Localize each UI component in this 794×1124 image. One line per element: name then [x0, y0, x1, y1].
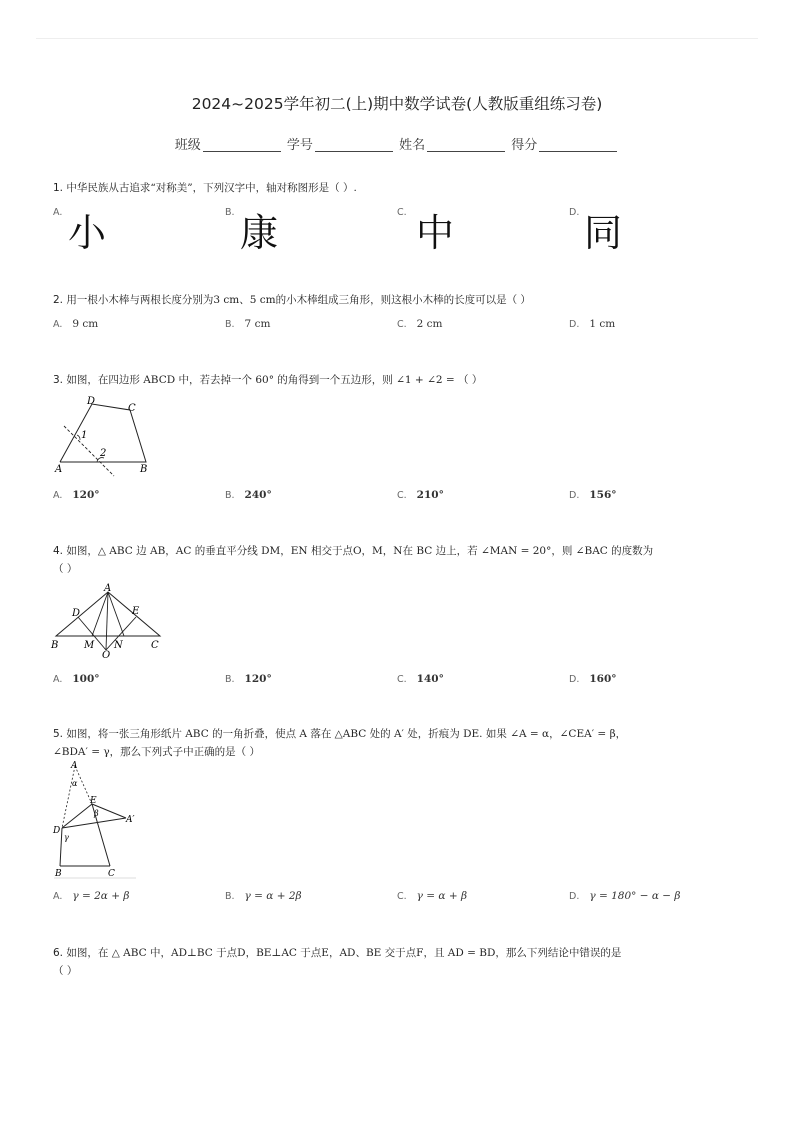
question-number: 6.	[53, 947, 64, 959]
question-text: 如图，在四边形 ABCD 中，若去掉一个 60° 的角得到一个五边形，则 ∠1 + ∠2 = （ ）	[66, 374, 483, 386]
option-value: γ = 2α + β	[72, 890, 130, 902]
label-beta: β	[94, 809, 99, 818]
page-title: 2024~2025学年初二(上)期中数学试卷(人教版重组练习卷)	[191, 95, 603, 113]
label-angle-2: 2	[100, 448, 107, 459]
question-number: 3.	[53, 374, 64, 386]
class-blank[interactable]	[203, 150, 281, 152]
option-value: 2 cm	[416, 318, 443, 330]
class-label: 班级	[174, 138, 201, 153]
question-text: 如图，将一张三角形纸片 ABC 的一角折叠，使点 A 落在 △ABC 处的 A′ 处，折痕为 DE. 如果 ∠A = α，∠CEA′ = β，	[66, 728, 627, 740]
student-info-row	[0, 134, 794, 153]
label-o: O	[102, 650, 111, 658]
q1-option-c-char: 中	[416, 211, 455, 255]
q1-option-d[interactable]: D.	[569, 207, 580, 218]
label-m: M	[84, 640, 95, 651]
label-c: C	[151, 640, 159, 651]
q3-option-b[interactable]: B. 240°	[225, 489, 272, 501]
question-1	[53, 180, 357, 195]
label-d: D	[87, 396, 96, 407]
q1-option-a-char: 小	[68, 211, 107, 255]
q1-option-c[interactable]: C.	[397, 207, 407, 218]
question-6-blank: （ ）	[53, 965, 78, 977]
question-3	[53, 372, 482, 387]
label-a-prime: A′	[126, 815, 135, 825]
q4-option-b[interactable]: B. 120°	[225, 673, 272, 685]
q1-option-d-char: 同	[584, 211, 623, 255]
label-e: E	[132, 606, 140, 617]
angle-1-arc	[77, 435, 80, 440]
question-2	[53, 292, 531, 307]
score-label: 得分	[511, 138, 538, 153]
q5-folded-triangle-figure	[50, 760, 150, 882]
label-a: A	[55, 464, 63, 475]
student-id-label: 学号	[286, 138, 313, 153]
question-5-line2: ∠BDA′ = γ，那么下列式子中正确的是（ ）	[53, 746, 260, 758]
q5-option-b[interactable]: B. γ = α + 2β	[225, 890, 302, 902]
q2-option-d[interactable]: D. 1 cm	[569, 318, 616, 330]
question-5	[53, 726, 626, 741]
question-number: 4.	[53, 545, 64, 557]
label-b: B	[51, 640, 59, 651]
q2-option-a[interactable]: A. 9 cm	[53, 318, 99, 330]
q3-option-c[interactable]: C. 210°	[397, 489, 444, 501]
question-text: 如图，在 △ ABC 中，AD⊥BC 于点D，BE⊥AC 于点E，AD、BE 交于点F，且 AD = BD，那么下列结论中错误的是	[66, 947, 622, 959]
option-value: 9 cm	[72, 318, 99, 330]
side-db	[60, 828, 62, 866]
student-id-blank[interactable]	[315, 150, 393, 152]
label-a: A	[71, 761, 78, 771]
label-c: C	[128, 403, 136, 414]
question-6	[53, 945, 621, 960]
name-blank[interactable]	[427, 150, 505, 152]
option-value: γ = 180° − α − β	[589, 890, 681, 902]
score-blank[interactable]	[539, 150, 617, 152]
label-d: D	[53, 826, 61, 836]
option-value: 120°	[72, 489, 100, 501]
question-text: 用一根小木棒与两根长度分别为3 cm、5 cm的小木棒组成三角形，则这根小木棒的长度可以是（ ）	[66, 294, 531, 306]
option-value: γ = α + 2β	[244, 890, 302, 902]
option-value: 100°	[72, 673, 100, 685]
option-value: 1 cm	[589, 318, 616, 330]
label-b: B	[55, 869, 62, 879]
label-alpha: α	[72, 779, 78, 788]
option-value: 240°	[244, 489, 272, 501]
label-d: D	[72, 608, 81, 619]
question-4-blank: （ ）	[53, 563, 78, 575]
cut-line	[64, 426, 114, 476]
q3-option-d[interactable]: D. 156°	[569, 489, 617, 501]
q4-option-a[interactable]: A. 100°	[53, 673, 100, 685]
label-n: N	[114, 640, 123, 651]
label-e: E	[90, 796, 97, 806]
question-text: 如图，△ ABC 边 AB，AC 的垂直平分线 DM，EN 相交于点O，M，N在 BC 边上，若 ∠MAN = 20°，则 ∠BAC 的度数为	[66, 545, 654, 557]
label-a: A	[104, 583, 112, 594]
option-value: γ = α + β	[416, 890, 468, 902]
q4-option-c[interactable]: C. 140°	[397, 673, 444, 685]
q1-option-b[interactable]: B.	[225, 207, 235, 218]
option-value: 140°	[416, 673, 444, 685]
q4-option-d[interactable]: D. 160°	[569, 673, 617, 685]
label-gamma: γ	[64, 833, 69, 842]
folded-side-da	[62, 818, 126, 828]
q1-option-a[interactable]: A.	[53, 207, 63, 218]
question-text: 中华民族从古追求“对称美”，下列汉字中，轴对称图形是（ ）.	[66, 182, 357, 194]
q1-option-b-char: 康	[240, 211, 279, 255]
question-number: 5.	[53, 728, 64, 740]
question-number: 1.	[53, 182, 64, 194]
option-value: 160°	[589, 673, 617, 685]
q3-quadrilateral-figure	[50, 392, 160, 478]
name-label: 姓名	[399, 138, 426, 153]
segment-ao	[106, 592, 108, 650]
option-value: 120°	[244, 673, 272, 685]
q3-option-a[interactable]: A. 120°	[53, 489, 100, 501]
label-c: C	[108, 869, 115, 879]
q2-option-c[interactable]: C. 2 cm	[397, 318, 443, 330]
q4-triangle-figure	[48, 582, 168, 658]
question-4	[53, 543, 653, 558]
option-value: 7 cm	[244, 318, 271, 330]
top-rule	[36, 38, 758, 39]
q5-option-c[interactable]: C. γ = α + β	[397, 890, 468, 902]
label-b: B	[140, 464, 148, 475]
question-number: 2.	[53, 294, 64, 306]
q5-option-d[interactable]: D. γ = 180° − α − β	[569, 890, 681, 902]
option-value: 210°	[416, 489, 444, 501]
q2-option-b[interactable]: B. 7 cm	[225, 318, 271, 330]
q5-option-a[interactable]: A. γ = 2α + β	[53, 890, 130, 902]
option-value: 156°	[589, 489, 617, 501]
label-angle-1: 1	[81, 430, 88, 441]
